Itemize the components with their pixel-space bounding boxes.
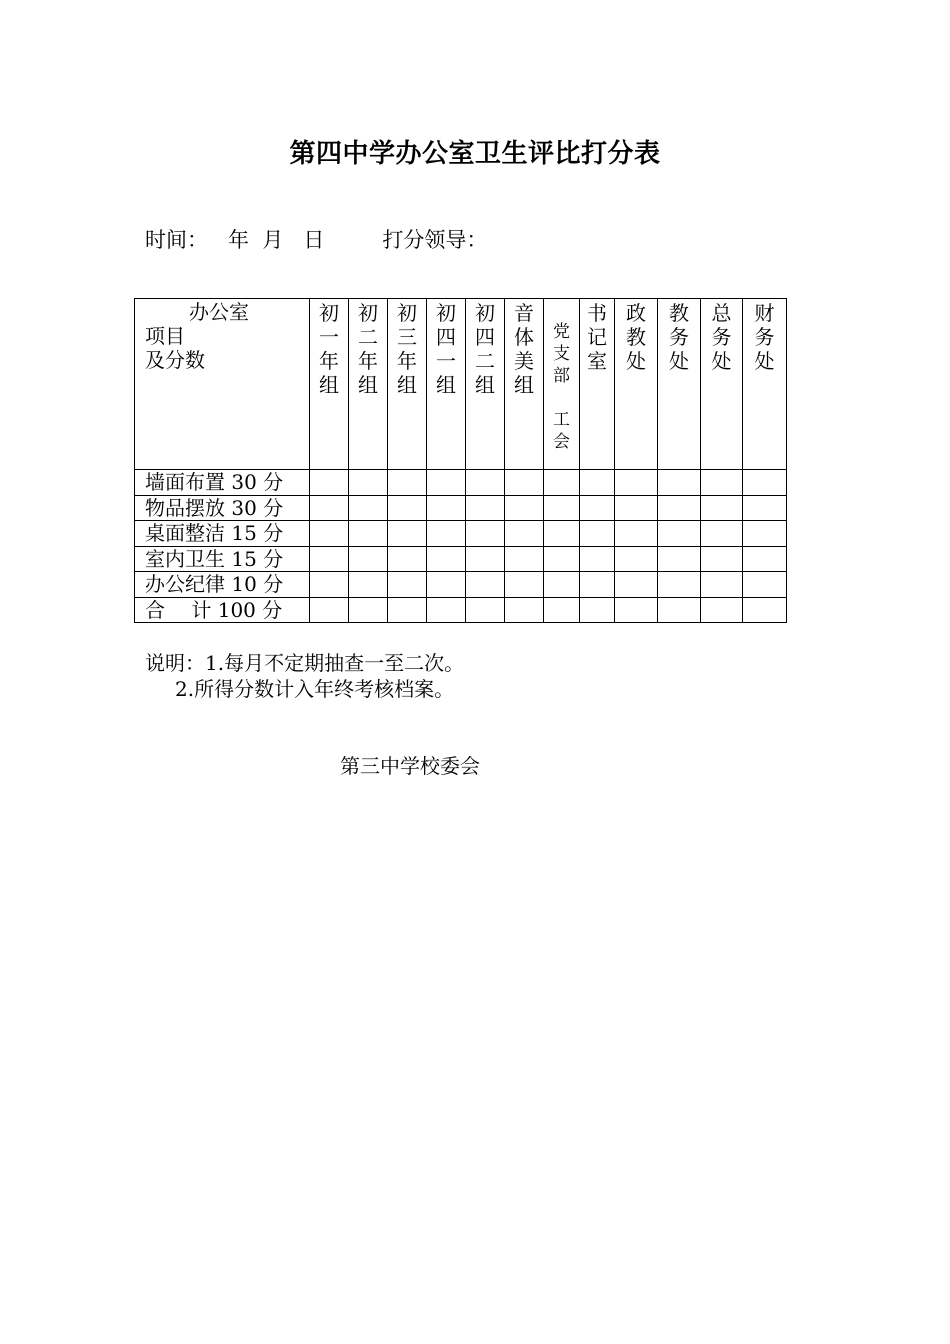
row-label: 桌面整洁 15 分 <box>135 521 310 547</box>
score-cell[interactable] <box>505 470 544 496</box>
dept-name: 初三年组 <box>397 301 417 397</box>
score-cell[interactable] <box>388 495 427 521</box>
dept-header <box>580 299 615 470</box>
score-cell[interactable] <box>743 597 787 623</box>
score-cell[interactable] <box>388 546 427 572</box>
year-label: 年 <box>228 228 250 252</box>
score-cell[interactable] <box>743 495 787 521</box>
score-cell[interactable] <box>580 546 615 572</box>
dept-header <box>466 299 505 470</box>
note-line-2: 2.所得分数计入年终考核档案。 <box>175 677 455 701</box>
row-label: 墙面布置 30 分 <box>135 470 310 496</box>
score-cell[interactable] <box>544 572 580 598</box>
score-cell[interactable] <box>505 546 544 572</box>
table-row <box>135 521 787 547</box>
document-title: 第四中学办公室卫生评比打分表 <box>289 139 661 169</box>
score-cell[interactable] <box>580 572 615 598</box>
leader-label: 打分领导： <box>382 228 488 252</box>
score-cell[interactable] <box>310 495 349 521</box>
dept-header <box>743 299 787 470</box>
score-cell[interactable] <box>743 546 787 572</box>
dept-name: 音体美组 <box>514 301 534 397</box>
score-cell[interactable] <box>466 597 505 623</box>
score-cell[interactable] <box>701 495 743 521</box>
month-label: 月 <box>262 228 284 252</box>
score-cell[interactable] <box>544 495 580 521</box>
row-label: 物品摆放 30 分 <box>135 495 310 521</box>
dept-name-block <box>552 321 571 453</box>
score-cell[interactable] <box>658 572 701 598</box>
dept-header <box>427 299 466 470</box>
score-cell[interactable] <box>466 470 505 496</box>
score-cell[interactable] <box>310 470 349 496</box>
score-cell[interactable] <box>658 546 701 572</box>
table-row <box>135 470 787 496</box>
score-cell[interactable] <box>701 521 743 547</box>
meta-line <box>145 224 487 254</box>
score-cell[interactable] <box>349 597 388 623</box>
score-cell[interactable] <box>310 546 349 572</box>
row-label: 办公纪律 10 分 <box>135 572 310 598</box>
dept-name: 初一年组 <box>319 301 339 397</box>
dept-name: 书记室 <box>587 301 607 373</box>
dept-header <box>658 299 701 470</box>
score-cell[interactable] <box>466 495 505 521</box>
score-cell[interactable] <box>310 521 349 547</box>
score-cell[interactable] <box>580 495 615 521</box>
dept-header <box>615 299 658 470</box>
score-cell[interactable] <box>701 597 743 623</box>
score-cell[interactable] <box>388 597 427 623</box>
score-table <box>134 298 787 623</box>
table-row <box>135 597 787 623</box>
score-cell[interactable] <box>743 521 787 547</box>
score-cell[interactable] <box>505 521 544 547</box>
score-cell[interactable] <box>615 572 658 598</box>
score-cell[interactable] <box>388 521 427 547</box>
score-cell[interactable] <box>388 572 427 598</box>
dept-name: 总务处 <box>711 301 732 373</box>
score-cell[interactable] <box>615 546 658 572</box>
score-cell[interactable] <box>427 495 466 521</box>
row-label: 合 计 100 分 <box>135 597 310 623</box>
score-cell[interactable] <box>310 572 349 598</box>
dept-name: 初二年组 <box>358 301 378 397</box>
score-cell[interactable] <box>658 495 701 521</box>
dept-header <box>505 299 544 470</box>
score-cell[interactable] <box>743 470 787 496</box>
score-cell[interactable] <box>743 572 787 598</box>
score-cell[interactable] <box>544 470 580 496</box>
score-cell[interactable] <box>658 521 701 547</box>
time-label: 时间： <box>145 228 208 252</box>
score-cell[interactable] <box>466 521 505 547</box>
score-cell[interactable] <box>544 546 580 572</box>
dept-header <box>349 299 388 470</box>
dept-name: 政教处 <box>626 301 646 373</box>
dept-name: 初四一组 <box>436 301 456 397</box>
corner-header <box>135 299 310 470</box>
score-cell[interactable] <box>580 470 615 496</box>
dept-header <box>310 299 349 470</box>
score-cell[interactable] <box>427 546 466 572</box>
header-row <box>135 299 787 470</box>
dept-header <box>388 299 427 470</box>
score-cell[interactable] <box>615 470 658 496</box>
corner-item-label: 项目 <box>145 324 185 348</box>
score-cell[interactable] <box>466 546 505 572</box>
score-cell[interactable] <box>701 572 743 598</box>
dept-header <box>544 299 580 470</box>
score-cell[interactable] <box>658 470 701 496</box>
score-cell[interactable] <box>544 597 580 623</box>
table-row <box>135 572 787 598</box>
score-cell[interactable] <box>580 521 615 547</box>
corner-score-label: 及分数 <box>145 348 205 372</box>
score-cell[interactable] <box>349 546 388 572</box>
notes <box>145 650 464 702</box>
score-cell[interactable] <box>388 470 427 496</box>
score-cell[interactable] <box>505 572 544 598</box>
score-cell[interactable] <box>505 597 544 623</box>
score-cell[interactable] <box>427 470 466 496</box>
score-cell[interactable] <box>427 572 466 598</box>
row-label: 室内卫生 15 分 <box>135 546 310 572</box>
score-cell[interactable] <box>427 521 466 547</box>
score-cell[interactable] <box>349 572 388 598</box>
score-cell[interactable] <box>349 470 388 496</box>
score-cell[interactable] <box>427 597 466 623</box>
dept-name-top: 党支部 <box>553 322 570 386</box>
score-cell[interactable] <box>466 572 505 598</box>
dept-name: 初四二组 <box>475 301 495 397</box>
score-cell[interactable] <box>615 521 658 547</box>
dept-name-bottom: 工会 <box>553 410 570 452</box>
signature: 第三中学校委会 <box>340 754 480 778</box>
dept-header <box>701 299 743 470</box>
corner-office-label: 办公室 <box>189 300 249 324</box>
day-label: 日 <box>303 228 325 252</box>
dept-name: 财务处 <box>754 301 775 373</box>
table-row <box>135 495 787 521</box>
note-line-1: 说明：1.每月不定期抽查一至二次。 <box>145 651 465 675</box>
dept-name: 教务处 <box>669 301 689 373</box>
score-cell[interactable] <box>349 495 388 521</box>
table-row <box>135 546 787 572</box>
score-cell[interactable] <box>701 470 743 496</box>
score-cell[interactable] <box>310 597 349 623</box>
score-cell[interactable] <box>701 546 743 572</box>
score-cell[interactable] <box>349 521 388 547</box>
score-cell[interactable] <box>544 521 580 547</box>
score-cell[interactable] <box>658 597 701 623</box>
score-cell[interactable] <box>580 597 615 623</box>
score-cell[interactable] <box>615 495 658 521</box>
score-cell[interactable] <box>505 495 544 521</box>
score-cell[interactable] <box>615 597 658 623</box>
